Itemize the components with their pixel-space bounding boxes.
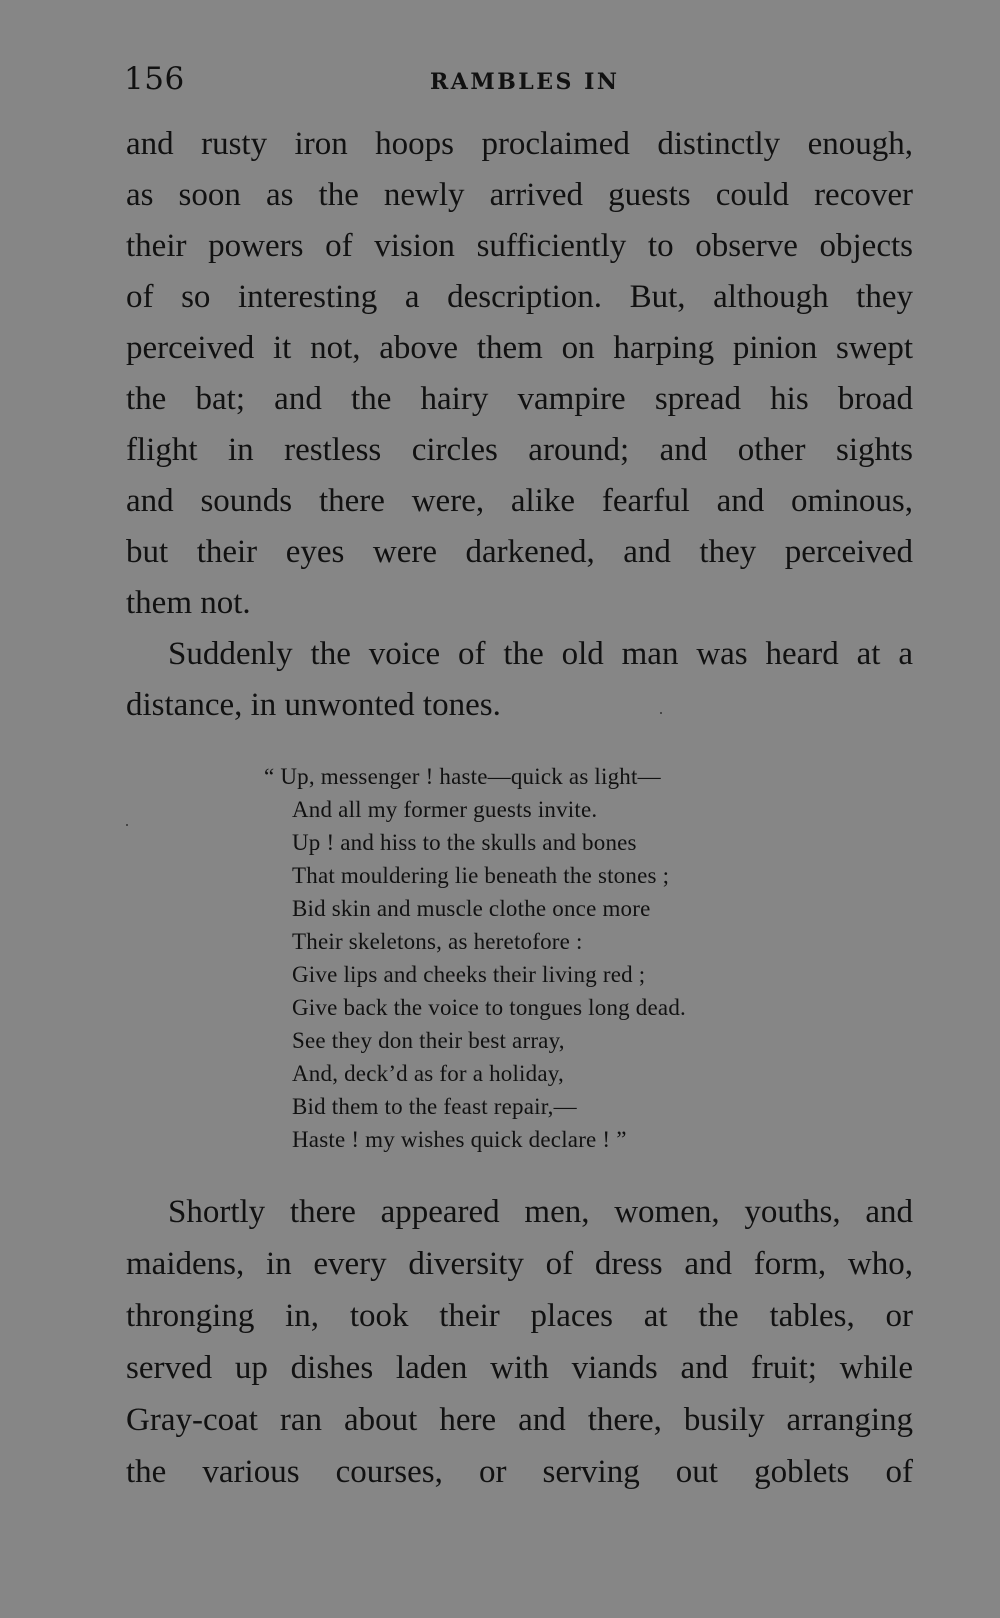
paper-speck: [660, 712, 662, 714]
text-line: flight in restless circles around; and other sights: [126, 432, 913, 468]
text-line: Suddenly the voice of the old man was heard at a: [168, 636, 913, 672]
text-line: maidens, in every diversity of dress and form, who,: [126, 1246, 913, 1282]
verse-line: Bid them to the feast repair,—: [292, 1094, 577, 1119]
text-line: and sounds there were, alike fearful and ominous,: [126, 483, 913, 519]
verse-line: Up ! and hiss to the skulls and bones: [292, 830, 637, 855]
text-line: them not.: [126, 585, 251, 621]
verse-line: And, deck’d as for a holiday,: [292, 1061, 564, 1086]
text-line: Gray-coat ran about here and there, busily arranging: [126, 1402, 913, 1438]
text-line: of so interesting a description. But, although they: [126, 279, 913, 315]
text-line: distance, in unwonted tones.: [126, 687, 501, 723]
verse-line: “ Up, messenger ! haste—quick as light—: [264, 764, 661, 789]
text-line: but their eyes were darkened, and they perceived: [126, 534, 913, 570]
text-line: served up dishes laden with viands and fruit; while: [126, 1350, 913, 1386]
text-line: Shortly there appeared men, women, youths, and: [168, 1194, 913, 1230]
running-head: RAMBLES IN: [430, 69, 620, 95]
text-line: their powers of vision sufficiently to observe objects: [126, 228, 913, 264]
verse-line: Give back the voice to tongues long dead.: [292, 995, 686, 1020]
verse-line: That mouldering lie beneath the stones ;: [292, 863, 670, 888]
text-line: the bat; and the hairy vampire spread his broad: [126, 381, 913, 417]
verse-line: Haste ! my wishes quick declare ! ”: [292, 1127, 627, 1152]
verse-line: Bid skin and muscle clothe once more: [292, 896, 651, 921]
verse-line: Their skeletons, as heretofore :: [292, 929, 583, 954]
page-header: [124, 60, 914, 100]
page-number: 156: [124, 61, 185, 97]
text-line: and rusty iron hoops proclaimed distinctly enough,: [126, 126, 913, 162]
paper-speck: [126, 824, 128, 826]
text-line: perceived it not, above them on harping pinion swept: [126, 330, 913, 366]
text-line: thronging in, took their places at the tables, or: [126, 1298, 913, 1334]
verse-line: Give lips and cheeks their living red ;: [292, 962, 646, 987]
verse-line: And all my former guests invite.: [292, 797, 598, 822]
verse-line: See they don their best array,: [292, 1028, 565, 1053]
text-line: as soon as the newly arrived guests could recover: [126, 177, 913, 213]
text-line: the various courses, or serving out goblets of: [126, 1454, 913, 1490]
